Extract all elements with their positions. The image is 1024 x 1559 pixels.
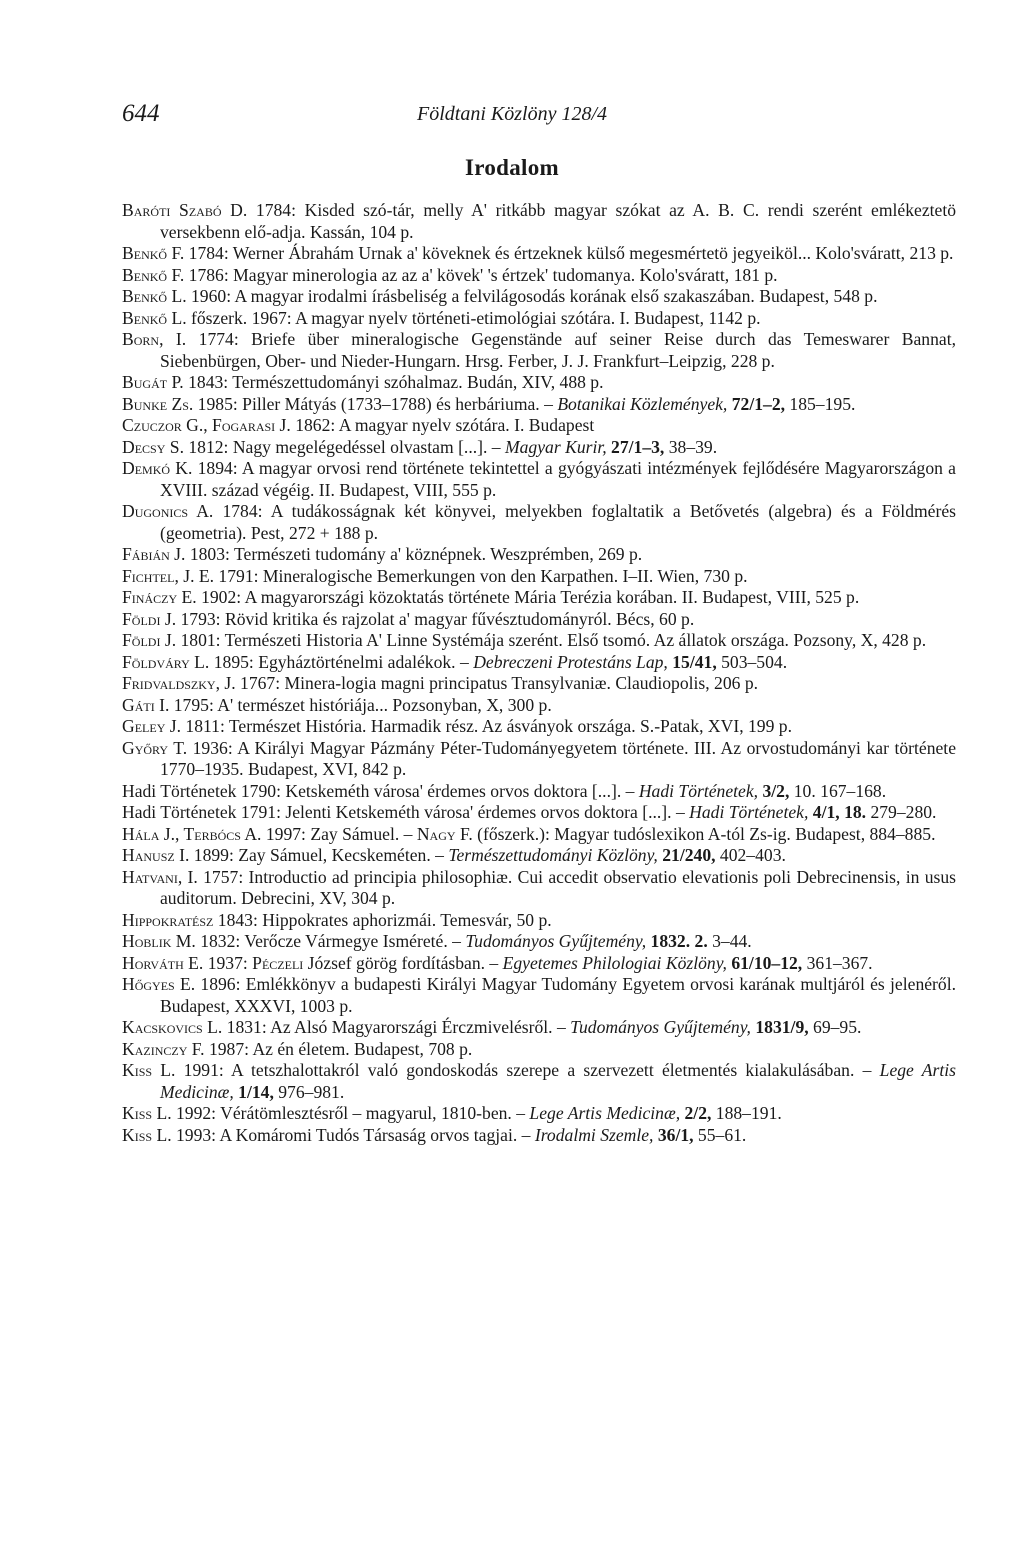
reference-author: Benkő L. (122, 286, 187, 306)
reference-journal: Hadi Történetek, (638, 780, 759, 801)
reference-journal: Magyar Kurir, (504, 436, 607, 457)
reference-pages: 503–504. (716, 651, 788, 672)
reference-author: Hadi Történetek (122, 780, 237, 801)
reference-text: 1791: Mineralogische Bemerkungen von den Karpathen. I–II. Wien, 730 p. (214, 565, 748, 586)
reference-pages: 3–44. (707, 931, 752, 951)
reference-text: főszerk. 1967: A magyar nyelv történeti-etimológiai szótára. I. Budapest, 1142 p. (186, 307, 761, 328)
reference-author: Hanusz I. (122, 845, 190, 865)
reference-entry (122, 200, 956, 243)
reference-entry (122, 609, 956, 631)
reference-author: Fináczy E. (122, 587, 197, 607)
reference-text: 1899: Zay Sámuel, Kecskeméten. – (189, 845, 449, 865)
reference-entry (122, 394, 956, 416)
reference-author: Földi J. (122, 608, 177, 629)
reference-author: Fábián J. (122, 544, 186, 564)
reference-text: (főszerk.): Magyar tudóslexikon A-tól Zs-ig. Budapest, 884–885. (472, 823, 936, 844)
reference-pages: 188–191. (711, 1103, 782, 1123)
reference-author: Bugát P. (122, 372, 184, 392)
reference-author: Földi J. (122, 630, 177, 650)
reference-author: Hippokratész (122, 909, 214, 930)
reference-entry (122, 716, 956, 738)
reference-journal: Hadi Történetek, (689, 802, 809, 822)
reference-text: 1791: Jelenti Ketskeméth városa' érdemes orvos doktora [...]. – (236, 802, 690, 822)
reference-entry (122, 372, 956, 394)
reference-author: Benkő F. (122, 243, 185, 263)
reference-entry (122, 953, 956, 975)
reference-text: 1784: Werner Ábrahám Urnak a' köveknek és értzeknek külső megesmértetö jegyeiköl... Kolo'sváratt, 213 p. (184, 243, 954, 263)
reference-pages: 361–367. (802, 952, 873, 973)
reference-text: 1843: Természettudományi szóhalmaz. Budán, XIV, 488 p. (183, 372, 604, 392)
reference-volume: 27/1–3, (606, 436, 665, 457)
reference-author: Benkő F. (122, 264, 185, 285)
reference-entry (122, 630, 956, 652)
reference-author: Dugonics A. (122, 501, 214, 521)
reference-volume: 3/2, (758, 780, 790, 801)
reference-text: 1811: Természet História. Harmadik rész. Az ásványok országa. S.-Patak, XVI, 199 p. (181, 716, 792, 736)
reference-entry (122, 265, 956, 287)
reference-text: 1784: A tudákosságnak két könyvei, melyekben foglaltatik a Betővetés (algebra) és a Földmérés (geometria). Pest, 272 + 188 p. (160, 501, 957, 543)
reference-text: 1784: Kisded szó-tár, melly A' ritkább magyar szókat az A. B. C. rendi szerént emlékeztetö versekbenn elő-adja. Kassán, 104 p. (160, 200, 957, 242)
reference-author: Hoblik M. (122, 931, 196, 951)
reference-entry (122, 1060, 956, 1103)
reference-volume: 61/10–12, (726, 952, 803, 973)
reference-text: 1831: Az Alsó Magyarországi Érczmivelésről. – (222, 1017, 571, 1037)
reference-entry (122, 910, 956, 932)
reference-entry (122, 308, 956, 330)
reference-volume: 4/1, 18. (808, 802, 867, 822)
reference-entry (122, 931, 956, 953)
reference-pages: 402–403. (715, 845, 786, 865)
reference-journal: Lege Artis Medicinæ, (160, 1060, 956, 1102)
reference-pages: 10. 167–168. (789, 780, 887, 801)
reference-author: Hatvani, I. (122, 866, 198, 887)
reference-volume: 21/240, (657, 845, 716, 865)
reference-pages: 279–280. (866, 802, 937, 822)
reference-text: 1862: A magyar nyelv szótára. I. Budapest (290, 415, 595, 435)
reference-text: 1801: Természeti Historia A' Linne Systémája szerént. Első tsomó. Az állatok országa. Pozsony, X, 428 p. (176, 630, 927, 650)
reference-entry (122, 566, 956, 588)
reference-journal: Lege Artis Medicinæ, (529, 1103, 681, 1123)
reference-text: 1936: A Királyi Magyar Pázmány Péter-Tudományegyetem története. III. Az orvostudományi kar története 1770–1935. Budapest, XVI, 842 p. (160, 737, 957, 779)
reference-author: Péczeli (252, 952, 304, 973)
reference-author: Bunke Zs. (122, 393, 194, 414)
reference-author: Hőgyes E. (122, 974, 196, 994)
page-number: 644 (122, 100, 160, 127)
reference-author: Geley J. (122, 716, 182, 736)
reference-entry (122, 329, 956, 372)
reference-entry (122, 587, 956, 609)
reference-text: 1992: Vérátömlesztésről – magyarul, 1810-ben. – (171, 1103, 530, 1123)
reference-text: 1795: A' természet históriája... Pozsonyban, X, 300 p. (169, 694, 552, 715)
reference-author: Kiss L. (122, 1124, 172, 1145)
reference-text: József görög fordításban. – (303, 952, 503, 973)
reference-entry (122, 1039, 956, 1061)
reference-pages: 185–195. (785, 393, 856, 414)
reference-pages: 69–95. (808, 1017, 862, 1037)
reference-text: 1793: Rövid kritika és rajzolat a' magyar fűvésztudományról. Bécs, 60 p. (176, 608, 695, 629)
reference-author: Benkő L. (122, 307, 187, 328)
reference-entry (122, 781, 956, 803)
reference-text: 1895: Egyháztörténelmi adalékok. – (209, 651, 474, 672)
reference-entry (122, 802, 956, 824)
reference-volume: 15/41, (667, 651, 717, 672)
reference-author: Baróti Szabó D. (122, 200, 248, 220)
reference-volume: 2/2, (680, 1103, 712, 1123)
reference-text: 1786: Magyar minerologia az az a' kövek' 's értzek' tudomanya. Kolo'sváratt, 181 p. (184, 264, 778, 285)
reference-entry (122, 738, 956, 781)
reference-text: 1991: A tetszhalottakról való gondoskodás szerepe a szervezett életmentés kialakulásában. – (175, 1060, 880, 1080)
reference-author: Demkó K. (122, 458, 193, 478)
reference-journal: Irodalmi Szemle, (534, 1124, 654, 1145)
reference-volume: 1831/9, (750, 1017, 809, 1037)
reference-journal: Tudományos Gyűjtemény, (465, 931, 647, 951)
reference-author: Hála J., Terbócs A. (122, 823, 262, 844)
reference-text: 1843: Hippokrates aphorizmái. Temesvár, 50 p. (213, 909, 552, 930)
reference-author: Kiss L. (122, 1103, 172, 1123)
reference-journal: Tudományos Gyűjtemény, (570, 1017, 751, 1037)
reference-entry (122, 437, 956, 459)
reference-entry (122, 415, 956, 437)
reference-author: Decsy S. (122, 436, 184, 457)
reference-author: Horváth E. (122, 952, 204, 973)
reference-text: 1790: Ketskeméth városa' érdemes orvos doktora [...]. – (236, 780, 639, 801)
reference-entry (122, 1125, 956, 1147)
reference-text: 1803: Természeti tudomány a' köznépnek. Weszprémben, 269 p. (185, 544, 643, 564)
reference-entry (122, 695, 956, 717)
reference-author: Kacskovics L. (122, 1017, 223, 1037)
reference-entry (122, 824, 956, 846)
reference-journal: Debreczeni Protestáns Lap, (473, 651, 668, 672)
reference-journal: Természettudományi Közlöny, (448, 845, 658, 865)
reference-text: 1774: Briefe über mineralogische Gegenstände auf seiner Reise durch das Temeswarer Bannat, Siebenbürgen, Ober- und Nieder-Hungarn. Hrsg. Ferber, J. J. Frankfurt–Leipzig, 228 p. (160, 329, 956, 371)
reference-volume: 72/1–2, (727, 393, 786, 414)
reference-author: Győry T. (122, 737, 188, 758)
reference-pages: 55–61. (693, 1124, 747, 1145)
reference-author: Fridvaldszky, J. (122, 673, 236, 693)
reference-author: Kiss L. (122, 1060, 176, 1080)
reference-entry (122, 544, 956, 566)
reference-text: 1985: Piller Mátyás (1733–1788) és herbáriuma. – (193, 393, 558, 414)
reference-text: 1767: Minera-logia magni principatus Transylvaniæ. Claudiopolis, 206 p. (235, 673, 759, 693)
reference-pages: 38–39. (664, 436, 718, 457)
reference-author: Hadi Történetek (122, 802, 237, 822)
reference-text: 1896: Emlékkönyv a budapesti Királyi Magyar Tudomány Egyetem orvosi karának multjáról és jelenéről. Budapest, XXXVI, 1003 p. (160, 974, 956, 1016)
reference-entry (122, 458, 956, 501)
reference-entry (122, 974, 956, 1017)
reference-pages: 976–981. (273, 1081, 345, 1102)
reference-text: 1757: Introductio ad principia philosophiæ. Cui accedit observatio elevationis poli Debrecinensis, in usus auditorum. Debrecini, XV, 304 p. (160, 866, 956, 908)
reference-text: 1902: A magyarországi közoktatás története Mária Terézia korában. II. Budapest, VIII, 525 p. (196, 587, 860, 607)
reference-author: Kazinczy F. (122, 1038, 205, 1059)
reference-entry (122, 501, 956, 544)
reference-volume: 36/1, (653, 1124, 694, 1145)
reference-entry (122, 673, 956, 695)
reference-text: 1987: Az én életem. Budapest, 708 p. (204, 1038, 473, 1059)
reference-text: 1894: A magyar orvosi rend története tekintettel a gyógyászati intézmények fejlődésére Magyarországon a XVIII. század végéig. II. Budapest, VIII, 555 p. (160, 458, 956, 500)
reference-entry (122, 845, 956, 867)
reference-entry (122, 1017, 956, 1039)
reference-list (122, 200, 956, 1146)
reference-text: 1993: A Komáromi Tudós Társaság orvos tagjai. – (171, 1124, 535, 1145)
reference-volume: 1/14, (233, 1081, 274, 1102)
reference-text: 1832: Verőcze Vármegye Isméreté. – (195, 931, 466, 951)
reference-entry (122, 867, 956, 910)
reference-author: Fichtel, J. E. (122, 565, 215, 586)
reference-entry (122, 243, 956, 265)
reference-entry (122, 1103, 956, 1125)
reference-entry (122, 652, 956, 674)
reference-volume: 1832. 2. (646, 931, 708, 951)
reference-journal: Botanikai Közlemények, (557, 393, 728, 414)
running-title: Földtani Közlöny 128/4 (417, 103, 607, 125)
reference-author: Born, I. (122, 329, 187, 349)
reference-text: 1937: (203, 952, 253, 973)
reference-journal: Egyetemes Philologiai Közlöny, (502, 952, 727, 973)
reference-author: Földváry L. (122, 651, 210, 672)
reference-text: 1960: A magyar irodalmi írásbeliség a felvilágosodás korának első szakaszában. Budapest, 548 p. (186, 286, 878, 306)
reference-entry (122, 286, 956, 308)
reference-text: 1812: Nagy megelégedéssel olvastam [...]. – (183, 436, 505, 457)
section-title: Irodalom (465, 155, 559, 180)
reference-author: Gáti I. (122, 694, 170, 715)
reference-author: Czuczor G., Fogarasi J. (122, 415, 291, 435)
reference-text: 1997: Zay Sámuel. – (261, 823, 417, 844)
reference-author: Nagy F. (416, 823, 473, 844)
